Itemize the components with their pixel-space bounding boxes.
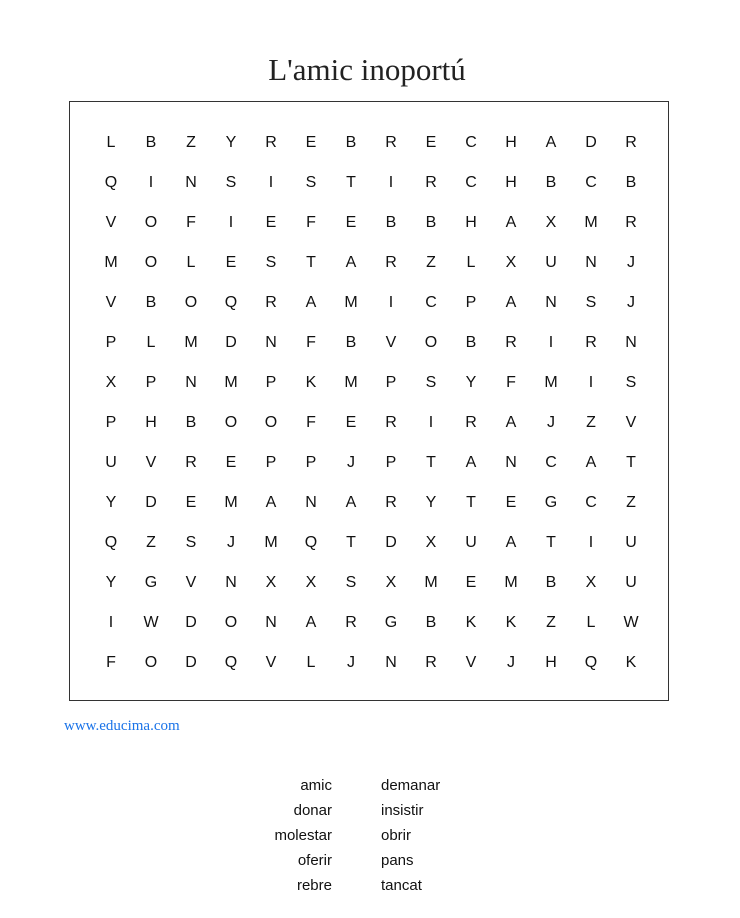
grid-letter: I: [268, 174, 274, 191]
grid-letter: P: [105, 414, 117, 431]
grid-letter: V: [385, 334, 397, 351]
grid-letter: N: [545, 294, 557, 311]
grid-letter: M: [424, 574, 438, 591]
grid-letter: T: [546, 534, 556, 551]
grid-letter: T: [626, 454, 636, 471]
grid-letter: I: [588, 374, 594, 391]
grid-letter: R: [625, 134, 637, 151]
word-list-item: donar: [293, 802, 332, 819]
grid-letter: M: [544, 374, 558, 391]
grid-letter: O: [424, 334, 438, 351]
grid-letter: Z: [146, 534, 156, 551]
grid-letter: E: [505, 494, 517, 511]
site-link[interactable]: www.educima.com: [64, 718, 180, 734]
grid-letter: V: [465, 654, 477, 671]
word-list-item: oferir: [297, 852, 332, 869]
grid-letter: L: [306, 654, 316, 671]
grid-letter: I: [548, 334, 554, 351]
grid-letter: L: [586, 614, 596, 631]
grid-letter: J: [627, 294, 635, 311]
grid-letter: S: [425, 374, 437, 391]
grid-letter: M: [224, 494, 238, 511]
grid-letter: J: [347, 454, 355, 471]
grid-letter: C: [465, 134, 477, 151]
grid-letter: A: [505, 534, 517, 551]
grid-letter: Q: [104, 534, 118, 551]
grid-letter: X: [585, 574, 597, 591]
grid-letter: A: [505, 414, 517, 431]
grid-letter: U: [545, 254, 557, 271]
word-list-item: rebre: [296, 877, 332, 894]
grid-letter: N: [505, 454, 517, 471]
word-list-right-column: [381, 775, 440, 900]
grid-letter: I: [388, 174, 394, 191]
grid-letter: J: [347, 654, 355, 671]
grid-letter: D: [145, 494, 157, 511]
grid-letter: B: [345, 334, 357, 351]
grid-letter: M: [344, 374, 358, 391]
grid-letter: B: [625, 174, 637, 191]
grid-letter: P: [145, 374, 157, 391]
grid-letter: N: [305, 494, 317, 511]
grid-letter: C: [585, 174, 597, 191]
grid-letter: I: [588, 534, 594, 551]
grid-letter: S: [265, 254, 277, 271]
grid-letter: F: [306, 414, 316, 431]
grid-letter: B: [545, 174, 557, 191]
word-search-grid-frame: [69, 101, 669, 701]
grid-letter: R: [385, 254, 397, 271]
grid-letter: V: [625, 414, 637, 431]
grid-letter: B: [385, 214, 397, 231]
grid-letter: Q: [224, 654, 238, 671]
word-list-item: demanar: [381, 777, 441, 794]
grid-letter: Q: [584, 654, 598, 671]
grid-letter: M: [584, 214, 598, 231]
grid-letter: F: [306, 214, 316, 231]
grid-letter: I: [108, 614, 114, 631]
grid-letter: D: [185, 614, 197, 631]
grid-letter: K: [305, 374, 317, 391]
grid-letter: H: [145, 414, 157, 431]
grid-letter: R: [385, 134, 397, 151]
grid-letter: Y: [105, 574, 117, 591]
grid-letter: W: [143, 614, 159, 631]
grid-letter: C: [425, 294, 437, 311]
grid-letter: J: [547, 414, 555, 431]
grid-letter: R: [625, 214, 637, 231]
grid-letter: P: [385, 454, 397, 471]
grid-letter: P: [465, 294, 477, 311]
grid-letter: N: [265, 614, 277, 631]
grid-letter: W: [623, 614, 639, 631]
grid-letter: S: [625, 374, 637, 391]
grid-letter: R: [465, 414, 477, 431]
grid-letter: V: [105, 214, 117, 231]
grid-letter: S: [225, 174, 237, 191]
grid-letter: Z: [546, 614, 556, 631]
grid-letter: X: [425, 534, 437, 551]
grid-letter: X: [505, 254, 517, 271]
grid-letter: I: [148, 174, 154, 191]
grid-letter: V: [105, 294, 117, 311]
grid-letter: U: [625, 574, 637, 591]
grid-letter: B: [425, 614, 437, 631]
grid-letter: Y: [225, 134, 237, 151]
grid-letter: O: [144, 654, 158, 671]
grid-letter: B: [345, 134, 357, 151]
grid-letter: N: [185, 174, 197, 191]
grid-letter: U: [105, 454, 117, 471]
grid-letter: C: [585, 494, 597, 511]
grid-letter: V: [185, 574, 197, 591]
grid-letter: O: [224, 614, 238, 631]
grid-letter: N: [625, 334, 637, 351]
grid-letter: A: [465, 454, 477, 471]
grid-letter: E: [465, 574, 477, 591]
word-list-item: molestar: [274, 827, 332, 844]
grid-letter: A: [345, 494, 357, 511]
grid-letter: R: [265, 294, 277, 311]
grid-letter: R: [385, 494, 397, 511]
grid-letter: E: [345, 414, 357, 431]
grid-letter: A: [585, 454, 597, 471]
grid-letter: L: [466, 254, 476, 271]
grid-letter: D: [225, 334, 237, 351]
word-list-item: tancat: [381, 877, 422, 894]
word-list-item: amic: [300, 777, 332, 794]
grid-letter: X: [265, 574, 277, 591]
grid-letter: O: [184, 294, 198, 311]
grid-letter: I: [428, 414, 434, 431]
grid-letter: M: [224, 374, 238, 391]
grid-letter: R: [185, 454, 197, 471]
grid-letter: S: [305, 174, 317, 191]
grid-letter: P: [305, 454, 317, 471]
grid-letter: B: [425, 214, 437, 231]
grid-letter: Y: [425, 494, 437, 511]
grid-letter: C: [545, 454, 557, 471]
grid-letter: N: [585, 254, 597, 271]
grid-letter: M: [104, 254, 118, 271]
grid-letter: Z: [586, 414, 596, 431]
grid-letter: I: [228, 214, 234, 231]
grid-letter: M: [184, 334, 198, 351]
grid-letter: N: [225, 574, 237, 591]
grid-letter: R: [345, 614, 357, 631]
grid-letter: O: [144, 254, 158, 271]
grid-letter: B: [145, 134, 157, 151]
grid-letter: X: [105, 374, 117, 391]
grid-letter: C: [465, 174, 477, 191]
grid-letter: F: [186, 214, 196, 231]
grid-letter: D: [585, 134, 597, 151]
grid-letter: N: [385, 654, 397, 671]
grid-letter: P: [265, 454, 277, 471]
grid-letter: J: [227, 534, 235, 551]
grid-letter: J: [507, 654, 515, 671]
grid-letter: F: [106, 654, 116, 671]
grid-letter: A: [545, 134, 557, 151]
grid-letter: X: [385, 574, 397, 591]
grid-letter: Z: [186, 134, 196, 151]
grid-letter: V: [145, 454, 157, 471]
grid-letter: X: [545, 214, 557, 231]
grid-letter: I: [388, 294, 394, 311]
grid-letter: A: [305, 294, 317, 311]
grid-letter: D: [185, 654, 197, 671]
grid-letter: E: [305, 134, 317, 151]
grid-letter: M: [264, 534, 278, 551]
grid-letter: Q: [304, 534, 318, 551]
grid-letter: E: [345, 214, 357, 231]
grid-letter: V: [265, 654, 277, 671]
grid-letter: T: [306, 254, 316, 271]
word-list-left-column: [274, 775, 332, 900]
grid-letter: L: [146, 334, 156, 351]
grid-letter: E: [185, 494, 197, 511]
grid-letter: A: [345, 254, 357, 271]
word-search-grid: [91, 123, 651, 683]
grid-letter: L: [106, 134, 116, 151]
grid-letter: B: [145, 294, 157, 311]
grid-letter: K: [625, 654, 637, 671]
grid-letter: Y: [465, 374, 477, 391]
grid-letter: Z: [426, 254, 436, 271]
grid-letter: J: [627, 254, 635, 271]
grid-letter: R: [585, 334, 597, 351]
grid-letter: X: [305, 574, 317, 591]
grid-letter: T: [346, 174, 356, 191]
grid-letter: R: [385, 414, 397, 431]
grid-letter: U: [625, 534, 637, 551]
grid-letter: M: [344, 294, 358, 311]
grid-letter: M: [504, 574, 518, 591]
grid-letter: F: [306, 334, 316, 351]
grid-letter: H: [505, 134, 517, 151]
grid-letter: G: [144, 574, 158, 591]
grid-letter: Q: [224, 294, 238, 311]
grid-letter: T: [346, 534, 356, 551]
word-list-item: obrir: [381, 827, 412, 844]
grid-letter: H: [465, 214, 477, 231]
grid-letter: R: [425, 654, 437, 671]
grid-letter: A: [505, 294, 517, 311]
grid-letter: S: [585, 294, 597, 311]
grid-letter: P: [265, 374, 277, 391]
grid-letter: E: [425, 134, 437, 151]
grid-letter: Q: [104, 174, 118, 191]
page-title: L'amic inoportú: [268, 52, 466, 87]
grid-letter: B: [185, 414, 197, 431]
grid-letter: O: [264, 414, 278, 431]
grid-letter: T: [466, 494, 476, 511]
grid-letter: H: [505, 174, 517, 191]
grid-letter: L: [186, 254, 196, 271]
grid-letter: R: [265, 134, 277, 151]
grid-letter: G: [544, 494, 558, 511]
grid-letter: N: [185, 374, 197, 391]
grid-letter: Z: [626, 494, 636, 511]
grid-letter: E: [225, 454, 237, 471]
grid-letter: A: [265, 494, 277, 511]
grid-letter: S: [345, 574, 357, 591]
grid-letter: B: [465, 334, 477, 351]
grid-letter: P: [105, 334, 117, 351]
grid-letter: R: [505, 334, 517, 351]
word-list-item: insistir: [381, 802, 424, 819]
grid-letter: R: [425, 174, 437, 191]
grid-letter: A: [505, 214, 517, 231]
grid-letter: Y: [105, 494, 117, 511]
grid-letter: A: [305, 614, 317, 631]
grid-letter: D: [385, 534, 397, 551]
grid-letter: P: [385, 374, 397, 391]
grid-letter: B: [545, 574, 557, 591]
grid-letter: U: [465, 534, 477, 551]
grid-letter: E: [265, 214, 277, 231]
grid-letter: N: [265, 334, 277, 351]
grid-letter: H: [545, 654, 557, 671]
grid-letter: O: [144, 214, 158, 231]
grid-letter: E: [225, 254, 237, 271]
grid-letter: K: [465, 614, 477, 631]
grid-letter: G: [384, 614, 398, 631]
grid-letter: K: [505, 614, 517, 631]
word-list-item: pans: [381, 852, 414, 869]
grid-letter: O: [224, 414, 238, 431]
grid-letter: S: [185, 534, 197, 551]
grid-letter: F: [506, 374, 516, 391]
grid-letter: T: [426, 454, 436, 471]
